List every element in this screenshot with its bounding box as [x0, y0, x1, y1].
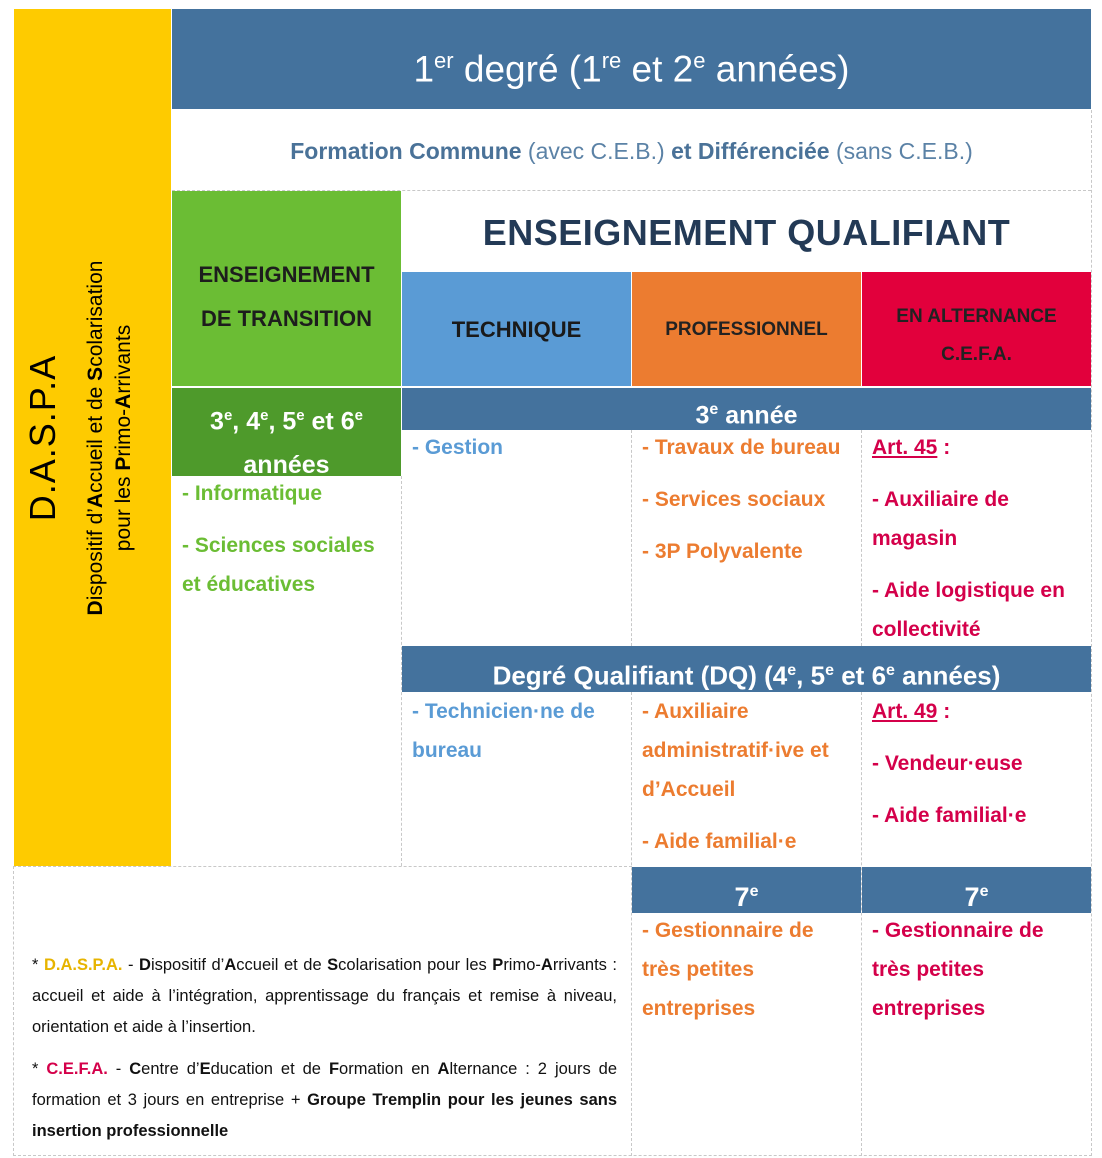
transition-header-line1: ENSEIGNEMENT [198, 262, 375, 287]
list-item: - Gestionnaire de très petites entreprises [872, 919, 1044, 1020]
alternance-header-line2: C.E.F.A. [941, 344, 1012, 365]
dq-technique [412, 692, 627, 783]
list-item: - Informatique [182, 482, 322, 505]
transition-years-line1: 3e, 4e, 5e et 6e [210, 407, 363, 436]
alternance-header [862, 272, 1091, 386]
list-item: - Technicien·ne de bureau [412, 700, 595, 762]
qualifiant-title: ENSEIGNEMENT QUALIFIANT [482, 212, 1011, 253]
professionnel-header: PROFESSIONNEL [632, 272, 861, 386]
first-degree-header: 1er degré (1re et 2e années) [172, 9, 1091, 109]
list-item: - Gestion [412, 436, 504, 459]
third-year-alternance [872, 428, 1087, 662]
transition-years [172, 388, 401, 480]
seventh-alternance [872, 911, 1087, 1041]
list-item: - Travaux de bureau [642, 436, 841, 459]
dq-alternance [872, 692, 1087, 848]
list-item: - Aide logistique en collectivité [872, 579, 1065, 641]
daspa-title: D.A.S.P.A [21, 354, 63, 521]
list-item: - Auxiliaire administratif·ive et d’Accueil [642, 700, 829, 801]
technique-header: TECHNIQUE [402, 272, 631, 386]
daspa-rotated-text [18, 28, 168, 848]
third-year-professionnel [642, 428, 857, 584]
footnote-daspa: * D.A.S.P.A. - Dispositif d’Accueil et de Scolarisation pour les Primo-Arrivants : accueil et aide à l’intégration, apprentissage du français et remise à niveau, orientation et aide à l’insertion. [32, 956, 618, 1036]
footnote-cefa: * C.E.F.A. - Centre d’Education et de Formation en Alternance : 2 jours de formation et 3 jours en entreprise + Groupe Tremplin pour les jeunes sans insertion professionnelle [32, 1060, 618, 1140]
third-year-band: 3e année [402, 388, 1091, 430]
list-item: - Gestionnaire de très petites entreprises [642, 919, 814, 1020]
daspa-subtitle-line1: Dispositif d’Accueil et de Scolarisation [83, 260, 107, 615]
transition-header [172, 191, 401, 386]
daspa-column [14, 9, 171, 866]
list-item: - Vendeur·euse [872, 752, 1023, 775]
third-year-technique [412, 428, 627, 480]
formation-commune-line: Formation Commune (avec C.E.B.) et Différenciée (sans C.E.B.) [290, 138, 973, 164]
footnotes [32, 950, 617, 1158]
article-label: Art. 49 : [872, 700, 951, 723]
list-item: - Services sociaux [642, 488, 826, 511]
list-item: - 3P Polyvalente [642, 540, 803, 563]
degre-qualifiant-band: Degré Qualifiant (DQ) (4e, 5e et 6e années) [402, 646, 1091, 692]
transition-header-line2: DE TRANSITION [200, 306, 373, 331]
alternance-header-line1: EN ALTERNANCE [896, 306, 1057, 327]
list-item: - Sciences sociales et éducatives [182, 534, 375, 596]
list-item: - Aide familial·e [872, 804, 1027, 827]
list-item: - Aide familial·e [642, 830, 797, 853]
seventh-professionnel [642, 911, 857, 1041]
list-item: - Auxiliaire de magasin [872, 488, 1009, 550]
transition-years-line2: années [243, 451, 330, 480]
article-label: Art. 45 : [872, 436, 951, 459]
transition-options [182, 474, 397, 617]
daspa-subtitle-line2: pour les Primo-Arrivants [111, 324, 135, 551]
seventh-year-band-professionnel: 7e [632, 867, 861, 913]
dq-professionnel [642, 692, 857, 874]
seventh-year-band-alternance: 7e [862, 867, 1091, 913]
